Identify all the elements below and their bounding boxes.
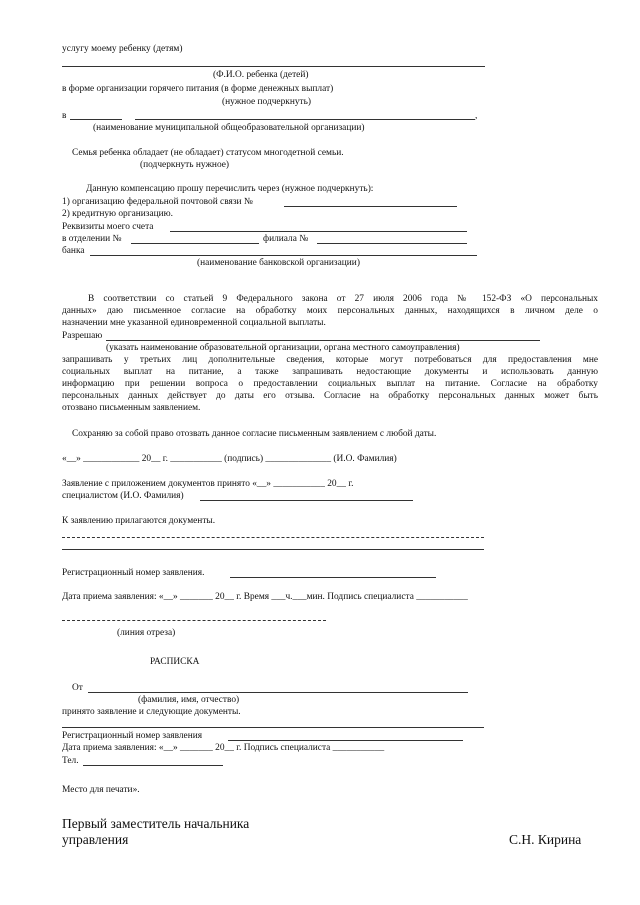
option-credit-organization: 2) кредитную организацию. — [62, 209, 174, 219]
text-registration-number: Регистрационный номер заявления. — [62, 568, 205, 578]
paragraph-request-line3: информацию при решении вопроса о предоставлении социальных выплат на питание. Согласие на обработку — [62, 379, 598, 389]
paragraph-request-line4: персональных данных действует до даты его отзыва. Согласие на обработку персональных данных может быть — [62, 391, 598, 401]
text-transfer-compensation: Данную компенсацию прошу перечислить через (нужное подчеркнуть): — [86, 184, 374, 194]
blank-line-filial — [317, 243, 467, 244]
blank-line-allow — [106, 340, 540, 341]
paragraph-request-line1: запрашивать у третьих лиц дополнительные сведения, которые могут потребоваться для предоставления мне — [62, 355, 598, 365]
caption-bank-organization: (наименование банковской организации) — [197, 258, 360, 268]
receipt-heading: РАСПИСКА — [150, 657, 200, 667]
text-accepted-documents: принято заявление и следующие документы. — [62, 707, 241, 717]
blank-line-accepted-documents — [62, 727, 484, 728]
paragraph-consent-line1: В соответствии со статьей 9 Федерального закона от 27 июля 2006 года № 152-ФЗ «О персональных — [88, 294, 598, 304]
paragraph-request-line2: социальных выплат на питание, а также запрашивать недостающие документы и использовать данную — [62, 367, 598, 377]
blank-line-documents-2 — [62, 549, 484, 550]
text-large-family-status: Семья ребенка обладает (не обладает) статусом многодетной семьи. — [72, 148, 344, 158]
blank-line-branch — [131, 243, 259, 244]
paragraph-request-line5: отозвано письменным заявлением. — [62, 403, 201, 413]
text-reserve-right: Сохраняю за собой право отозвать данное согласие письменным заявлением с любой даты. — [72, 429, 437, 439]
blank-line-from — [88, 692, 468, 693]
text-application-accepted: Заявление с приложением документов принято «__» ___________ 20__ г. — [62, 479, 354, 489]
text-reception-date-time: Дата приема заявления: «__» _______ 20__ г. Время ___ч.___мин. Подпись специалиста ___________ — [62, 592, 468, 602]
text-receipt-date-signature: Дата приема заявления: «__» _______ 20__ г. Подпись специалиста ___________ — [62, 743, 385, 753]
blank-line-in-short — [70, 119, 122, 120]
text-stamp-place: Место для печати». — [62, 785, 140, 795]
caption-cut-line: (линия отреза) — [117, 628, 176, 638]
blank-line-phone — [83, 765, 223, 766]
text-receipt-registration-number: Регистрационный номер заявления — [62, 731, 203, 741]
blank-line-postal-number — [284, 206, 457, 207]
paragraph-consent-line3: назначении мне указанной единовременной социальной выплаты. — [62, 318, 326, 328]
text-date-signature: «__» ____________ 20__ г. ___________ (подпись) ______________ (И.О. Фамилия) — [62, 454, 397, 464]
signatory-position-line2: управления — [62, 832, 129, 847]
caption-full-name: (фамилия, имя, отчество) — [138, 695, 240, 705]
signatory-name: С.Н. Кирина — [509, 832, 582, 847]
text-account-details: Реквизиты моего счета — [62, 222, 154, 232]
paragraph-consent-line2: данных» даю письменное согласие на обработку моих персональных данных, находящихся в личном деле о — [62, 306, 598, 316]
caption-municipal-organization: (наименование муниципальной общеобразовательной организации) — [93, 123, 365, 133]
cut-line — [62, 620, 326, 621]
caption-child-name: (Ф.И.О. ребенка (детей) — [213, 70, 309, 80]
text-branch-number: в отделении № — [62, 234, 122, 244]
caption-underline-needed-2: (подчеркнуть нужное) — [140, 160, 230, 170]
text-bank: банка — [62, 246, 85, 256]
caption-education-organization: (указать наименование образовательной организации, органа местного самоуправления) — [106, 343, 460, 353]
text-specialist: специалистом (И.О. Фамилия) — [62, 491, 184, 501]
text-phone: Тел. — [62, 756, 79, 766]
blank-line-organization — [135, 119, 475, 120]
text-comma: , — [475, 111, 478, 121]
option-postal-organization: 1) организацию федеральной почтовой связи № — [62, 197, 253, 207]
text-service-to-child: услугу моему ребенку (детям) — [62, 44, 183, 54]
text-allow: Разрешаю — [62, 331, 103, 341]
caption-underline-needed: (нужное подчеркнуть) — [222, 97, 312, 107]
text-filial-number: филиала № — [263, 234, 309, 244]
blank-line-bank — [90, 255, 477, 256]
blank-line-registration — [230, 577, 436, 578]
text-attached-documents: К заявлению прилагаются документы. — [62, 516, 216, 526]
blank-line-child-name — [62, 66, 485, 67]
blank-line-account — [170, 231, 467, 232]
text-in: в — [62, 111, 67, 121]
blank-line-specialist — [200, 500, 413, 501]
text-form-of-service: в форме организации горячего питания (в форме денежных выплат) — [62, 84, 334, 94]
blank-line-documents-1 — [62, 537, 484, 538]
text-from: От — [72, 683, 83, 693]
blank-line-receipt-registration — [228, 740, 463, 741]
signatory-position-line1: Первый заместитель начальника — [62, 816, 250, 831]
